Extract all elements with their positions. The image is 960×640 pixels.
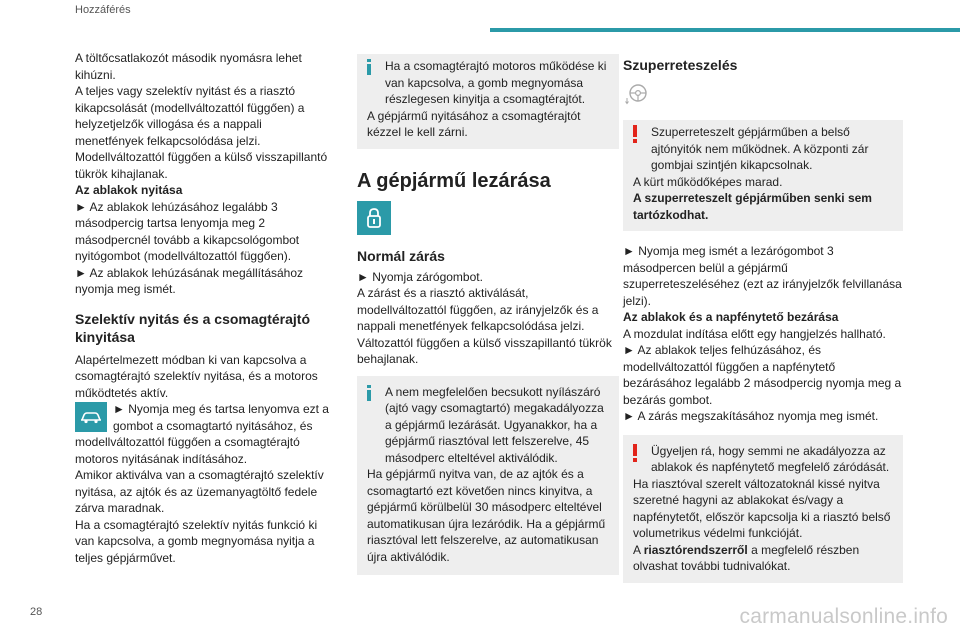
paragraph: A töltőcsatlakozót második nyomásra lehet kihúzni. <box>75 51 302 82</box>
section-heading-super-locking: Szuperreteszelés <box>623 57 738 73</box>
note-text-fragment: a megfelelő részben olvashat további tudnivalókat. <box>633 542 860 573</box>
paragraph: Modellváltozattól függően a külső visszapillantó tükrök kihajlanak. <box>75 150 328 181</box>
instruction-step: ► Az ablakok lehúzásának megállításához nyomja meg ismét. <box>75 265 304 296</box>
info-icon <box>363 384 375 402</box>
instruction-step: ► Nyomja meg ismét a lezárógombot 3 másodpercen belül a gépjármű szuperreteszeléséhez (ezt az irányjelzők felvillanása jelzi). <box>623 244 902 308</box>
subheading-windows-opening: Az ablakok nyitása <box>75 183 183 197</box>
info-note <box>357 54 619 149</box>
note-text-bold: riasztórendszerről <box>643 542 748 557</box>
note-text: A kürt működőképes marad. <box>633 174 783 189</box>
paragraph: Ha a csomagtérajtó szelektív nyitás funkció ki van kapcsolva, a gomb megnyomása nyitja a teljes gépjárművet. <box>75 517 318 565</box>
note-text: Ügyeljen rá, hogy semmi ne akadályozza az ablakok és napfénytető megfelelő záródását. <box>651 443 890 474</box>
warning-note <box>623 435 903 583</box>
instruction-step: ► Nyomja meg és tartsa lenyomva ezt a gombot a csomagtartó nyitásához, és modellváltozattól függően a csomagtérajtó motoros nyitásának indításához. <box>75 402 329 466</box>
column-1 <box>75 50 333 566</box>
warning-note <box>623 120 903 231</box>
instruction-step: ► Az ablakok lehúzásához legalább 3 másodpercig tartsa lenyomja meg 2 másodpercnél tovább a kikapcsológombot nyitógombot (modellváltozattól függően). <box>75 199 300 263</box>
paragraph: A mozdulat indítása előtt egy hangjelzés hallható. <box>623 326 886 341</box>
note-text: Szuperreteszelt gépjárműben a belső ajtónyitók nem működnek. A központi zár gombjai szintjén kikapcsolnak. <box>651 125 869 172</box>
instruction-step: ► A zárás megszakításához nyomja meg ismét. <box>623 409 879 423</box>
section-heading-locking: A gépjármű lezárása <box>357 169 551 192</box>
note-text-bold: A szuperreteszelt gépjárműben senki sem tartózkodhat. <box>633 191 872 222</box>
info-icon <box>363 58 375 76</box>
note-text: A nem megfelelően becsukott nyílászáró (ajtó vagy csomagtartó) megakadályozza a gépjármű lezárását. Ugyanakkor, ha a gépjármű riasztóval lett felszerelve, 45 másodperc elteltével aktiválódik. <box>385 384 604 465</box>
note-text: Ha a csomagtérajtó motoros működése ki van kapcsolva, a gomb megnyomása részlegesen kinyitja a csomagtérajtót. <box>385 59 607 106</box>
instruction-with-icon <box>75 401 333 467</box>
paragraph: Amikor aktiválva van a csomagtérajtó szelektív nyitása, az ajtók és az üzemanyagtöltő fedele zárva maradnak. <box>75 468 324 515</box>
header-accent-bar <box>490 28 960 32</box>
info-note <box>357 376 619 576</box>
car-key-icon <box>75 402 107 432</box>
paragraph: A teljes vagy szelektív nyitást és a riasztó kikapcsolását (modellváltozattól függően) a helyzetjelzők villogása és a nappali menetfények felkapcsolódása jelzi. <box>75 84 305 148</box>
warning-icon <box>629 124 641 142</box>
column-3 <box>623 56 903 583</box>
page-number: 28 <box>30 606 43 618</box>
watermark: carmanualsonline.info <box>739 605 948 628</box>
instruction-step: ► Nyomja zárógombot. <box>357 269 483 284</box>
instruction-step: ► Az ablakok teljes felhúzásához, és modellváltozattól függően a napfénytető bezárásához legalább 2 másodpercig nyomja meg a bezárás gombot. <box>623 343 902 407</box>
note-text: Ha riasztóval szerelt változatoknál kissé nyitva szeretné hagyni az ablakokat és/vagy a napfénytetőt, először kapcsolja ki a riasztó belső volumetrikus védelmi funkcióját. <box>633 476 891 540</box>
paragraph: Változattól függően a külső visszapillantó tükrök behajlanak. <box>357 335 612 366</box>
note-text: Ha gépjármű nyitva van, de az ajtók és a csomagtartó ezt követően nincs kinyitva, a gépjármű körülbelül 30 másodperc elteltével automatikusan újra lezáródik. Ha a gépjármű riasztóval lett felszerelve, az automatikusan újra aktiválódik. <box>367 467 606 564</box>
note-text: A gépjármű nyitásához a csomagtérajtót kézzel le kell zárni. <box>367 108 581 139</box>
steering-wheel-icon <box>623 82 651 106</box>
note-text <box>633 542 893 575</box>
subheading-windows-sunroof-closing: Az ablakok és a napfénytető bezárása <box>623 310 839 324</box>
paragraph: Alapértelmezett módban ki van kapcsolva a csomagtérajtó szelektív nyitása, és a motoros működtetés aktív. <box>75 352 318 400</box>
note-text-fragment: A <box>633 542 644 557</box>
column-2 <box>357 54 619 575</box>
warning-icon <box>629 443 641 461</box>
paragraph: A zárást és a riasztó aktiválását, modellváltozattól függően, az irányjelzők és a nappali menetfények felkapcsolódása jelzi. <box>357 286 599 333</box>
subheading-normal-locking: Normál zárás <box>357 247 445 264</box>
padlock-icon <box>357 201 391 235</box>
page-header-title: Hozzáférés <box>75 4 131 16</box>
section-heading-selective-opening: Szelektív nyitás és a csomagtérajtó kinyitása <box>75 310 310 345</box>
